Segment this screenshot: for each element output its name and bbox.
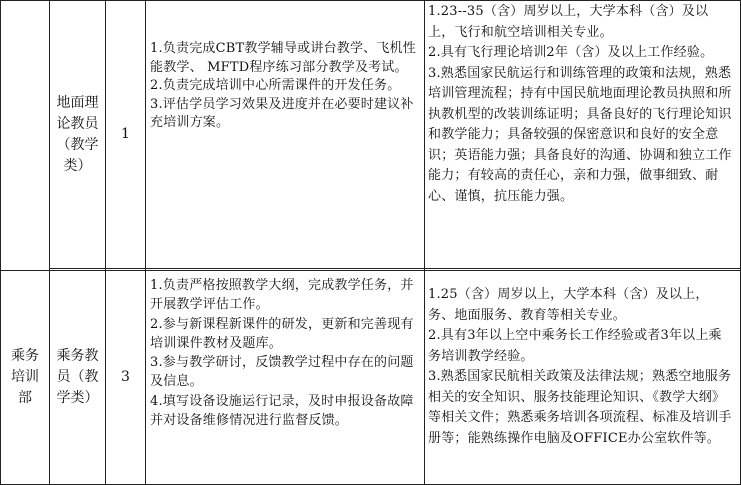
duty-item: 2.参与新课程新课件的研发，更新和完善现有培训课件教材及题库。 xyxy=(150,316,414,351)
position-cell xyxy=(50,1,105,268)
department-text: 乘务培训部 xyxy=(11,348,39,406)
requirement-item: 3.熟悉国家民航相关政策及法律法规；熟悉空地服务相关的安全知识、服务技能理论知识、《教学大纲》等相关文件；熟悉乘务培训各项流程、标准及培训手册等；能熟练操作电脑及OFFICE办公室软件等。 xyxy=(428,369,732,446)
department-cell xyxy=(1,1,49,268)
requirement-item: 3.熟悉国家民航运行和训练管理的政策和法规，熟悉培训管理流程；持有中国民航地面理论教员执照和所执教机型的改装训练证明；具备良好的飞行理论知识和教学能力；具备较强的保密意识和良好的安全意识；英语能力强；具备良好的沟通、协调和独立工作能力；有较高的责任心，亲和力强，做事细致、耐心、谨慎，抗压能力强。 xyxy=(428,65,732,204)
requirement-item: 1.25（含）周岁以上，大学本科（含）及以上，务、地面服务、教育等相关专业。 xyxy=(428,287,709,323)
duty-item: 1.负责完成CBT教学辅导或讲台教学、飞机性能教学、 MFTD程序练习部分教学及考试。 xyxy=(150,41,416,75)
department-cell xyxy=(1,271,49,484)
duties-cell xyxy=(146,276,424,430)
count-text: 1 xyxy=(121,126,130,143)
requirements-cell xyxy=(425,2,740,207)
position-text: 地面理论教员（教学类） xyxy=(56,94,99,174)
requirements-cell xyxy=(425,285,740,449)
duties-cell xyxy=(146,40,424,133)
count-cell xyxy=(106,271,145,484)
position-text: 乘务教员（教学类） xyxy=(56,348,99,406)
duty-item: 3.参与教学研讨，反馈教学过程中存在的问题及信息。 xyxy=(150,355,414,390)
requirement-item: 2.具有飞行理论培训2年（含）及以上工作经验。 xyxy=(428,45,714,60)
count-text: 3 xyxy=(121,369,130,386)
position-cell xyxy=(50,271,105,484)
count-cell xyxy=(106,1,145,268)
duty-item: 1.负责严格按照教学大纲，完成教学任务，并开展教学评估工作。 xyxy=(150,278,414,313)
requirement-item: 2.具有3年以上空中乘务长工作经验或者3年以上乘务培训教学经验。 xyxy=(428,328,722,364)
duty-item: 4.填写设备设施运行记录，及时申报设备故障并对设备维修情况进行监督反馈。 xyxy=(150,393,414,429)
requirement-item: 1.23--35（含）周岁以上，大学本科（含）及以上，飞行和航空培训相关专业。 xyxy=(428,4,709,40)
row-divider xyxy=(49,268,741,269)
duty-item: 2.负责完成培训中心所需课件的开发任务。 xyxy=(150,78,401,93)
duty-item: 3.评估学员学习效果及进度并在必要时建议补充培训方案。 xyxy=(150,96,414,130)
